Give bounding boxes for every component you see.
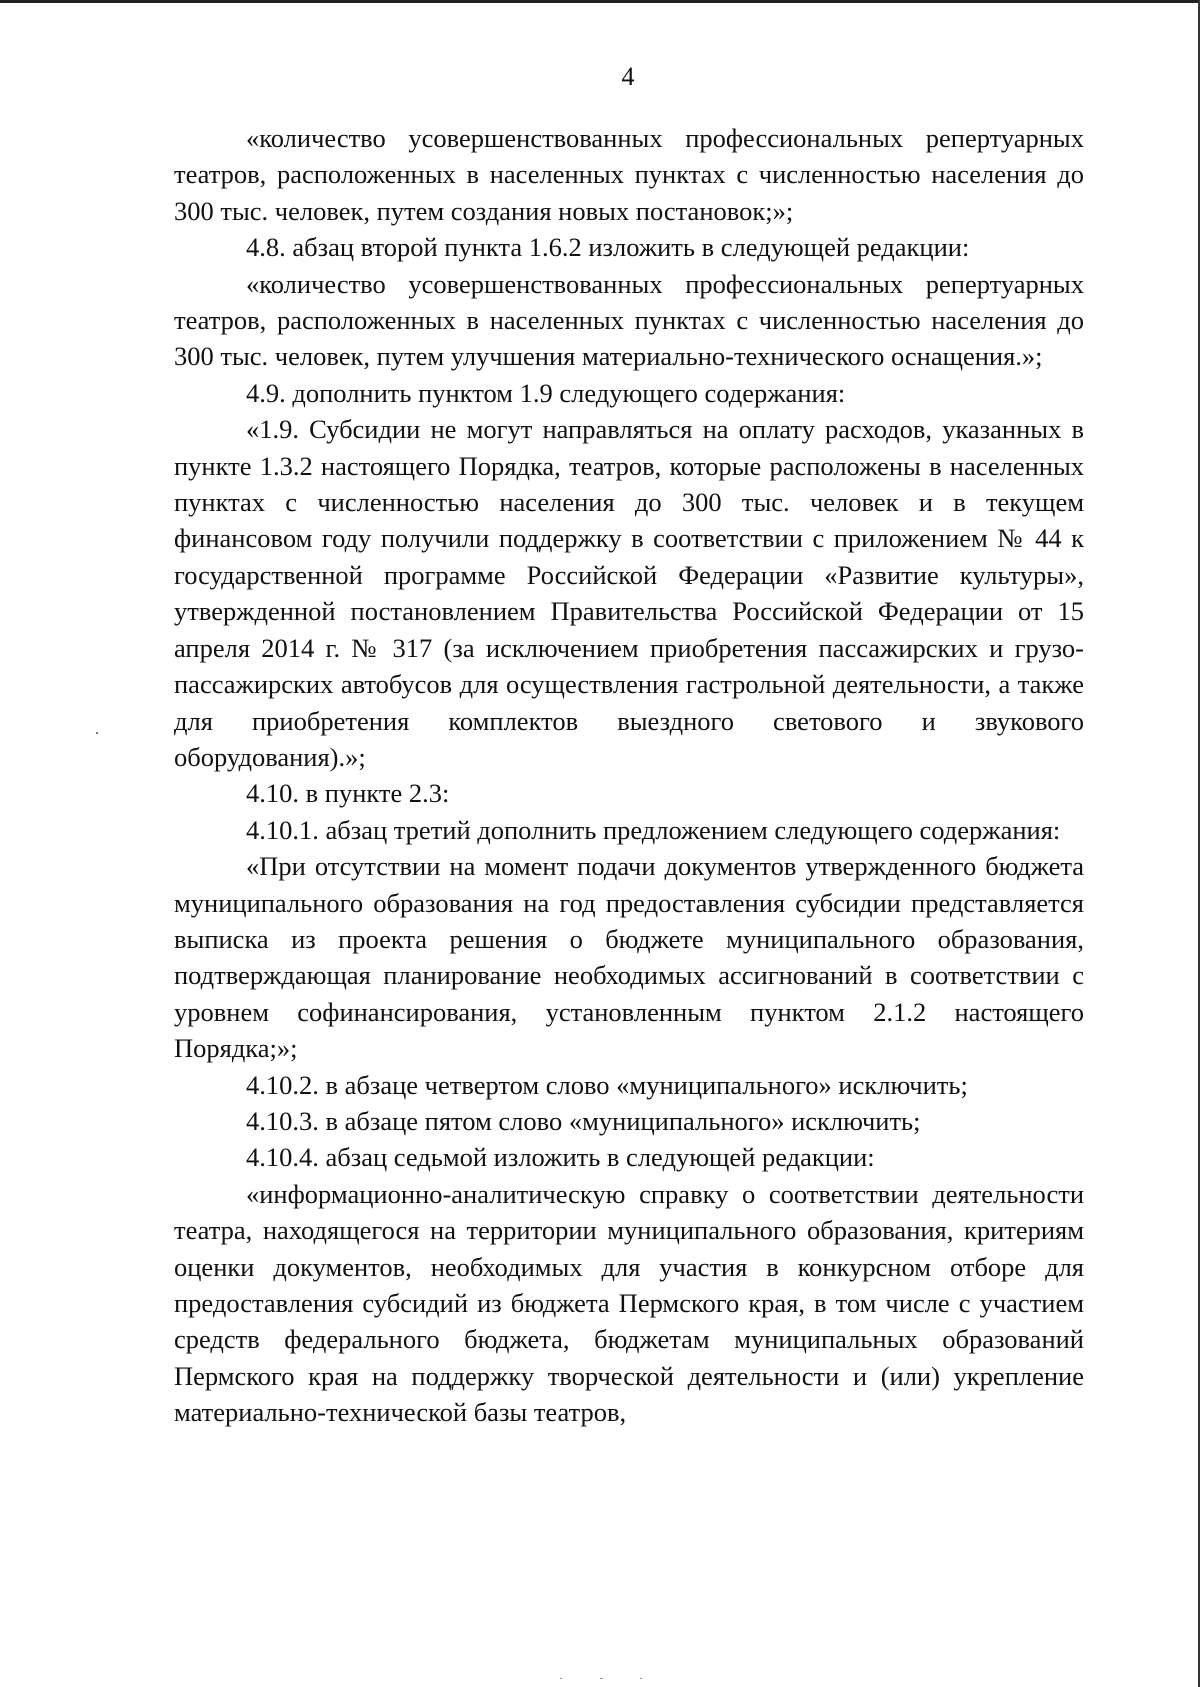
paragraph-4-10-3: 4.10.3. в абзаце пятом слово «муниципального» исключить; (246, 1105, 921, 1136)
paragraph-4-10: 4.10. в пункте 2.3: (246, 778, 450, 809)
paragraph-quote-equipment: «количество усовершенствованных профессиональных репертуарных театров, расположенных в населенных пунктах с численностью населения до 300 тыс. человек, путем улучшения материально-технического оснащения.»; (174, 268, 1084, 372)
scan-speck (96, 732, 98, 734)
paragraph-4-9: 4.9. дополнить пунктом 1.9 следующего содержания: (246, 377, 846, 408)
paragraph-4-10-1: 4.10.1. абзац третий дополнить предложением следующего содержания: (246, 814, 1061, 845)
page-number: 4 (621, 62, 635, 91)
paragraph-4-10-2: 4.10.2. в абзаце четвертом слово «муниципального» исключить; (246, 1069, 968, 1100)
paragraph-quote-info-reference: «информационно-аналитическую справку о соответствии деятельности театра, находящегося на территории муниципального образования, критериям оценки документов, необходимых для участия в конкурсном отборе для предоставления субсидий из бюджета Пермского края, в том числе с участием средств федерального бюджета, бюджетам муниципальных образований Пермского края на поддержку творческой деятельности и (или) укрепление материально-технической базы театров, (174, 1178, 1084, 1428)
scan-speck (560, 1678, 562, 1679)
document-body (174, 120, 1084, 1431)
scan-speck (600, 1678, 603, 1679)
scan-speck (640, 1678, 642, 1679)
paragraph-4-10-4: 4.10.4. абзац седьмой изложить в следующей редакции: (246, 1142, 875, 1173)
scan-edge-top (0, 0, 1200, 3)
paragraph-quote-new-productions: «количество усовершенствованных профессиональных репертуарных театров, расположенных в населенных пунктах с численностью населения до 300 тыс. человек, путем создания новых постановок;»; (174, 123, 1084, 226)
paragraph-4-8: 4.8. абзац второй пункта 1.6.2 изложить в следующей редакции: (246, 232, 970, 263)
paragraph-quote-1-9: «1.9. Субсидии не могут направляться на оплату расходов, указанных в пункте 1.3.2 настоящего Порядка, театров, которые расположены в населенных пунктах с численностью населения до 300 тыс. человек и в текущем финансовом году получили поддержку в соответствии с приложением № 44 к государственной программе Российской Федерации «Развитие культуры», утвержденной постановлением Правительства Российской Федерации от 15 апреля 2014 г. № 317 (за исключением приобретения пассажирских и грузо-пассажирских автобусов для осуществления гастрольной деятельности, а также для приобретения комплектов выездного светового и звукового оборудования).»; (174, 414, 1084, 772)
paragraph-quote-budget-extract: «При отсутствии на момент подачи документов утвержденного бюджета муниципального образования на год предоставления субсидии представляется выписка из проекта решения о бюджете муниципального образования, подтверждающая планирование необходимых ассигнований в соответствии с уровнем софинансирования, установленным пунктом 2.1.2 настоящего Порядка;»; (174, 851, 1084, 1064)
